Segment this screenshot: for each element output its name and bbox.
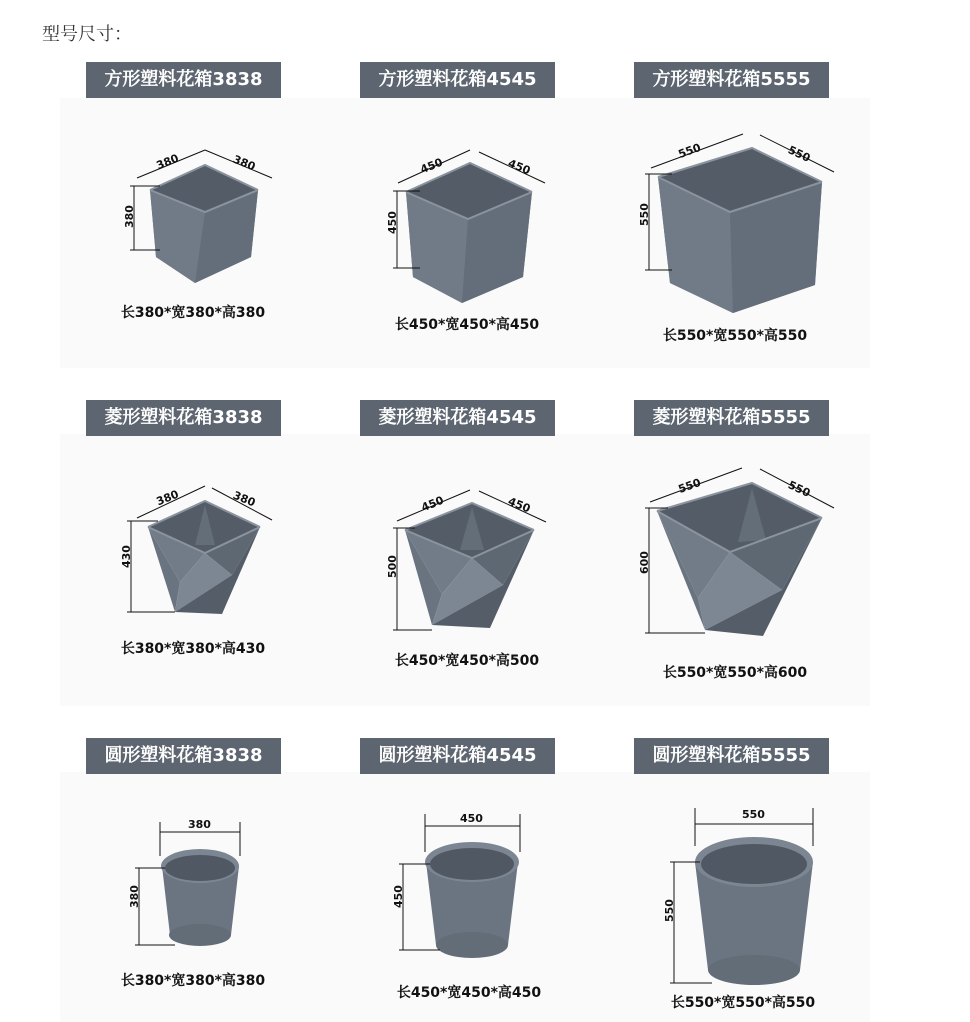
dim-width: 380 [231,488,258,510]
dim-height: 430 [120,545,133,568]
product-caption-diamond-5555: 长550*宽550*高600 [662,665,808,681]
dim-length: 380 [154,487,181,509]
product-caption-round-5555: 长550*宽550*高550 [670,995,816,1011]
product-title-diamond-5555: 菱形塑料花箱5555 [634,400,829,436]
dim-width: 380 [188,818,211,831]
dim-height: 450 [392,885,405,908]
dim-height: 600 [638,551,651,574]
dim-length: 550 [676,475,703,496]
dim-width: 450 [506,156,533,178]
product-title-round-4545: 圆形塑料花箱4545 [360,738,555,774]
dim-length: 450 [419,493,446,515]
product-title-square-3838: 方形塑料花箱3838 [86,62,281,98]
dim-height: 380 [123,205,136,228]
dim-length: 550 [676,140,703,161]
dim-height: 500 [386,555,399,578]
product-caption-square-3838: 长380*宽380*高380 [120,305,266,321]
product-title-diamond-4545: 菱形塑料花箱4545 [360,400,555,436]
dim-width: 550 [742,808,765,821]
product-title-round-5555: 圆形塑料花箱5555 [634,738,829,774]
product-title-round-3838: 圆形塑料花箱3838 [86,738,281,774]
product-title-square-5555: 方形塑料花箱5555 [634,62,829,98]
product-caption-square-5555: 长550*宽550*高550 [662,328,808,344]
section-heading: 型号尺寸： [42,24,132,45]
dim-width: 450 [460,812,483,825]
product-caption-round-4545: 长450*宽450*高450 [396,985,542,1001]
product-title-square-4545: 方形塑料花箱4545 [360,62,555,98]
dim-height: 450 [386,211,399,234]
dim-height: 380 [128,885,141,908]
product-caption-round-3838: 长380*宽380*高380 [120,973,266,989]
dim-width: 380 [231,152,258,174]
product-caption-diamond-3838: 长380*宽380*高430 [120,641,266,657]
dim-width: 550 [785,478,813,500]
dim-length: 380 [154,151,181,173]
product-caption-diamond-4545: 长450*宽450*高500 [394,653,540,669]
dim-width: 450 [506,494,533,516]
product-caption-square-4545: 长450*宽450*高450 [394,317,540,333]
dim-length: 450 [418,155,445,177]
product-title-diamond-3838: 菱形塑料花箱3838 [86,400,281,436]
dim-height: 550 [663,899,676,922]
dim-width: 550 [785,143,813,165]
dim-height: 550 [638,203,651,226]
